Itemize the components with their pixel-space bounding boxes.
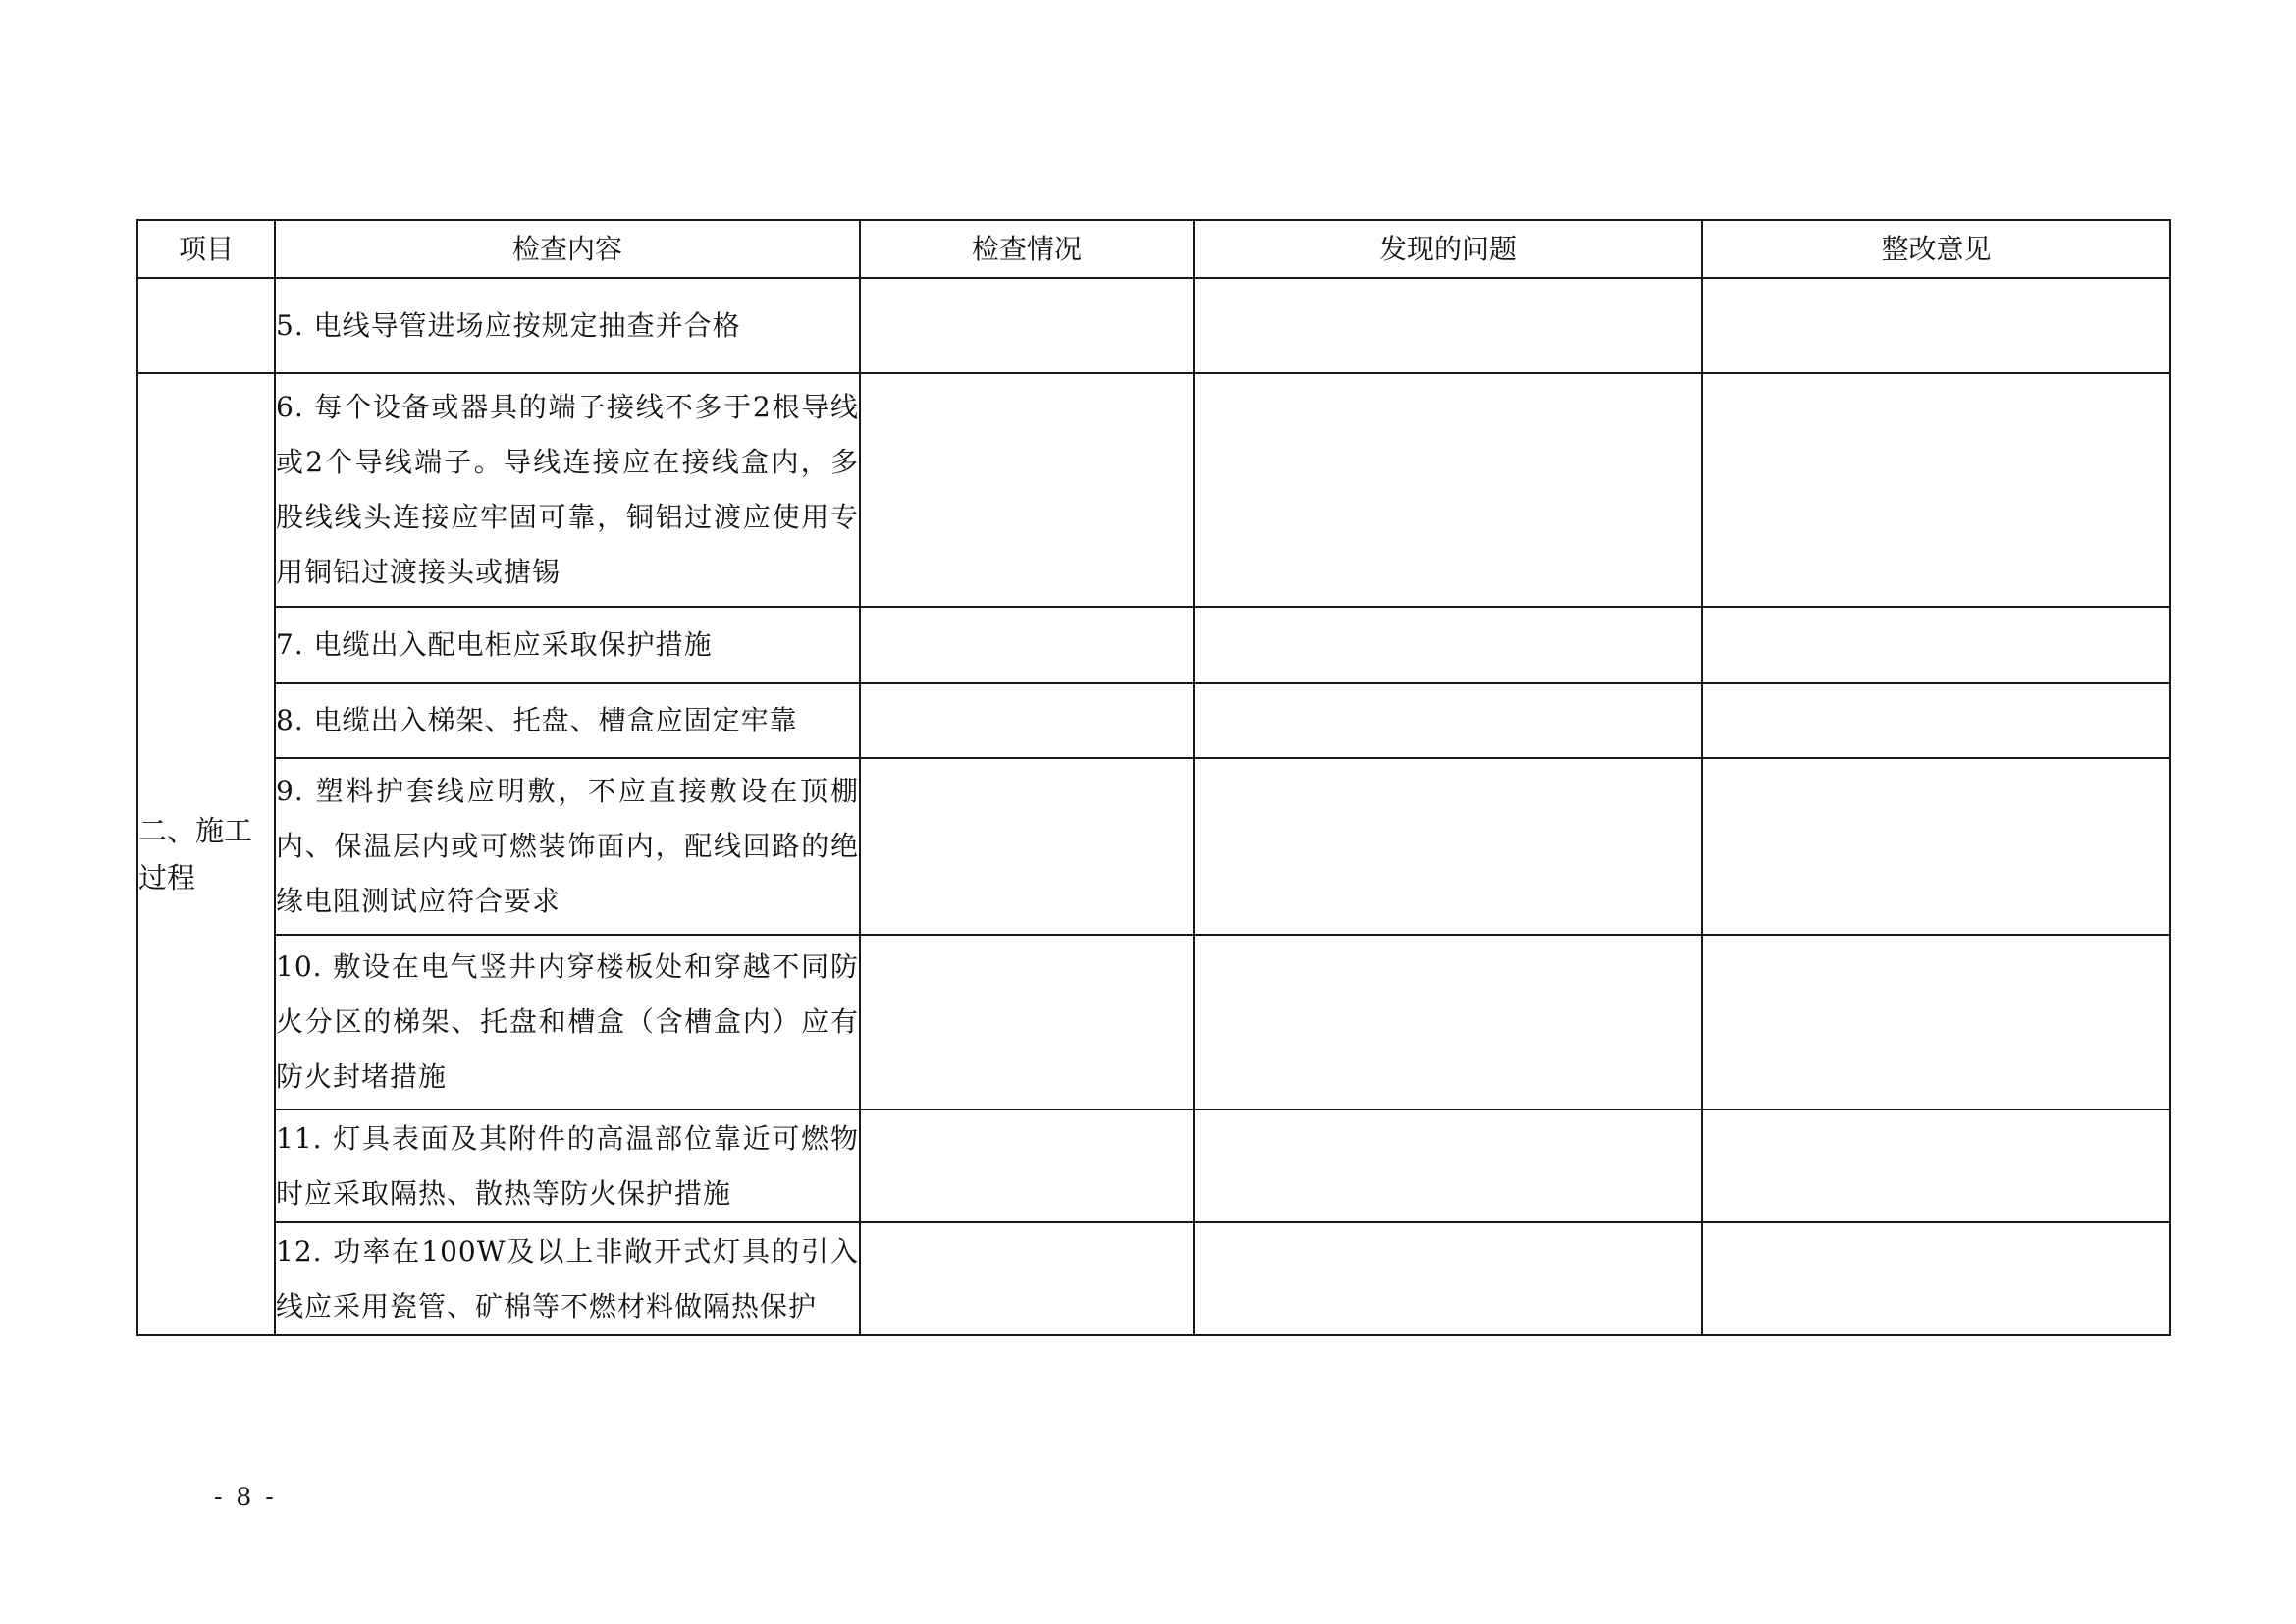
table-row: [137, 758, 2170, 935]
situation-cell: [860, 1222, 1194, 1335]
opinion-cell: [1702, 1222, 2170, 1335]
section-label-construction: 二、施工过程: [137, 373, 275, 1335]
problem-cell: [1194, 1222, 1702, 1335]
content-cell: 12. 功率在100W及以上非敞开式灯具的引入线应采用瓷管、矿棉等不燃材料做隔热保护: [275, 1222, 860, 1335]
opinion-cell: [1702, 1110, 2170, 1222]
table-row: [137, 935, 2170, 1110]
content-cell: 10. 敷设在电气竖井内穿楼板处和穿越不同防火分区的梯架、托盘和槽盒（含槽盒内）应有防火封堵措施: [275, 935, 860, 1110]
situation-cell: [860, 1110, 1194, 1222]
table-row: [137, 1110, 2170, 1222]
content-cell: 8. 电缆出入梯架、托盘、槽盒应固定牢靠: [275, 683, 860, 758]
table-row: [137, 278, 2170, 373]
opinion-cell: [1702, 683, 2170, 758]
table-row: [137, 683, 2170, 758]
problem-cell: [1194, 1110, 1702, 1222]
header-content: 检查内容: [275, 220, 860, 278]
problem-cell: [1194, 373, 1702, 607]
opinion-cell: [1702, 758, 2170, 935]
situation-cell: [860, 758, 1194, 935]
page-number: - 8 -: [214, 1483, 277, 1511]
situation-cell: [860, 278, 1194, 373]
table-row: [137, 373, 2170, 607]
content-cell: 6. 每个设备或器具的端子接线不多于2根导线或2个导线端子。导线连接应在接线盒内，多股线线头连接应牢固可靠，铜铝过渡应使用专用铜铝过渡接头或搪锡: [275, 373, 860, 607]
content-cell: 7. 电缆出入配电柜应采取保护措施: [275, 607, 860, 683]
content-cell: 11. 灯具表面及其附件的高温部位靠近可燃物时应采取隔热、散热等防火保护措施: [275, 1110, 860, 1222]
table-header-row: [137, 220, 2170, 278]
problem-cell: [1194, 607, 1702, 683]
situation-cell: [860, 935, 1194, 1110]
situation-cell: [860, 683, 1194, 758]
header-problem: 发现的问题: [1194, 220, 1702, 278]
table-row: [137, 607, 2170, 683]
item-cell-empty: [137, 278, 275, 373]
table-row: [137, 1222, 2170, 1335]
opinion-cell: [1702, 607, 2170, 683]
problem-cell: [1194, 683, 1702, 758]
content-cell: 5. 电线导管进场应按规定抽查并合格: [275, 278, 860, 373]
problem-cell: [1194, 758, 1702, 935]
opinion-cell: [1702, 935, 2170, 1110]
opinion-cell: [1702, 373, 2170, 607]
header-situation: 检查情况: [860, 220, 1194, 278]
problem-cell: [1194, 935, 1702, 1110]
header-opinion: 整改意见: [1702, 220, 2170, 278]
situation-cell: [860, 607, 1194, 683]
header-item: 项目: [137, 220, 275, 278]
opinion-cell: [1702, 278, 2170, 373]
content-cell: 9. 塑料护套线应明敷，不应直接敷设在顶棚内、保温层内或可燃装饰面内，配线回路的绝缘电阻测试应符合要求: [275, 758, 860, 935]
inspection-table: [136, 219, 2171, 1336]
problem-cell: [1194, 278, 1702, 373]
situation-cell: [860, 373, 1194, 607]
